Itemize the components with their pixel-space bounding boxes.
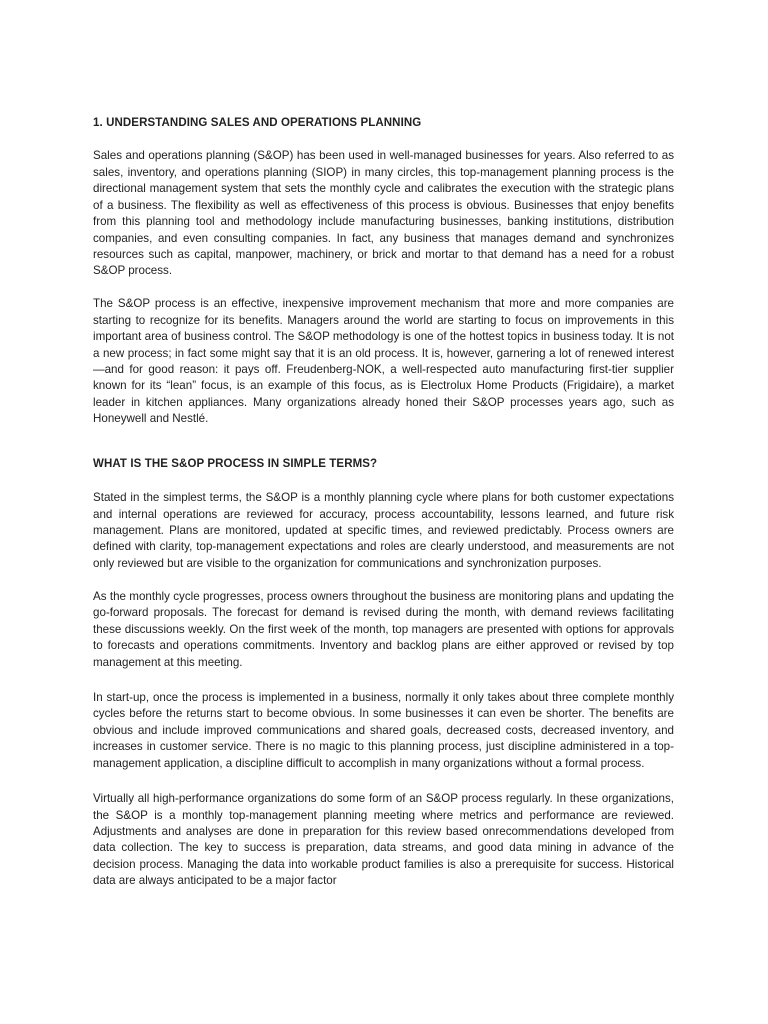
paragraph-high-performance: Virtually all high-performance organizations do some form of an S&OP process regularly. In these organizations, the S&OP is a monthly top-management planning meeting where metrics and performance are reviewed. Adjustments and analyses are done in preparation for this review based onrecommendations developed from data collection. The key to success is preparation, data streams, and good data mining in advance of the decision process. Managing the data into workable product families is also a prerequisite for success. Historical data are always anticipated to be a major factor [93, 792, 674, 888]
document-page [93, 115, 674, 890]
paragraph-benefits: The S&OP process is an effective, inexpensive improvement mechanism that more and more companies are starting to recognize for its benefits. Managers around the world are starting to focus on improvements in this important area of business control. The S&OP methodology is one of the hottest topics in business today. It is not a new process; in fact some might say that it is an old process. It is, however, garnering a lot of renewed interest—and for good reason: it pays off. Freudenberg-NOK, a well-respected auto manufacturing first-tier supplier known for its “lean” focus, is an example of this focus, as is Electrolux Home Products (Frigidaire), a market leader in kitchen appliances. Many organizations already honed their S&OP processes years ago, such as Honeywell and Nestlé. [93, 297, 674, 426]
paragraph-simple-terms: Stated in the simplest terms, the S&OP is a monthly planning cycle where plans for both customer expectations and internal operations are reviewed for accuracy, process accountability, lessons learned, and future risk management. Plans are monitored, updated at specific times, and reviewed predictably. Process owners are defined with clarity, top-management expectations and roles are clearly understood, and measurements are not only reviewed but are visible to the organization for communications and synchronization purposes. [93, 491, 674, 570]
paragraph-intro: Sales and operations planning (S&OP) has been used in well-managed businesses for years. Also referred to as sales, inventory, and operations planning (SIOP) in many circles, this top-management planning process is the directional management system that sets the monthly cycle and calibrates the execution with the strategic plans of a business. The flexibility as well as effectiveness of this process is obvious. Businesses that enjoy benefits from this planning tool and methodology include manufacturing businesses, banking institutions, distribution companies, and even consulting companies. In fact, any business that manages demand and synchronizes resources such as capital, manpower, machinery, or brick and mortar to that demand has a need for a robust S&OP process. [93, 149, 674, 278]
section-heading: 1. UNDERSTANDING SALES AND OPERATIONS PLANNING [93, 117, 422, 129]
subsection-heading: WHAT IS THE S&OP PROCESS IN SIMPLE TERMS? [93, 457, 378, 470]
paragraph-start-up: In start-up, once the process is implemented in a business, normally it only takes about three complete monthly cycles before the returns start to become obvious. In some businesses it can even be shorter. The benefits are obvious and include improved communications and shared goals, decreased costs, decreased inventory, and increases in customer service. There is no magic to this planning process, just discipline administered in a top-management application, a discipline difficult to accomplish in many organizations without a formal process. [93, 690, 674, 770]
paragraph-monthly-cycle: As the monthly cycle progresses, process owners throughout the business are monitoring plans and updating the go-forward proposals. The forecast for demand is revised during the month, with demand reviews facilitating these discussions weekly. On the first week of the month, top managers are presented with options for approvals to forecasts and operations commitments. Inventory and backlog plans are either approved or revised by top management at this meeting. [93, 589, 674, 669]
